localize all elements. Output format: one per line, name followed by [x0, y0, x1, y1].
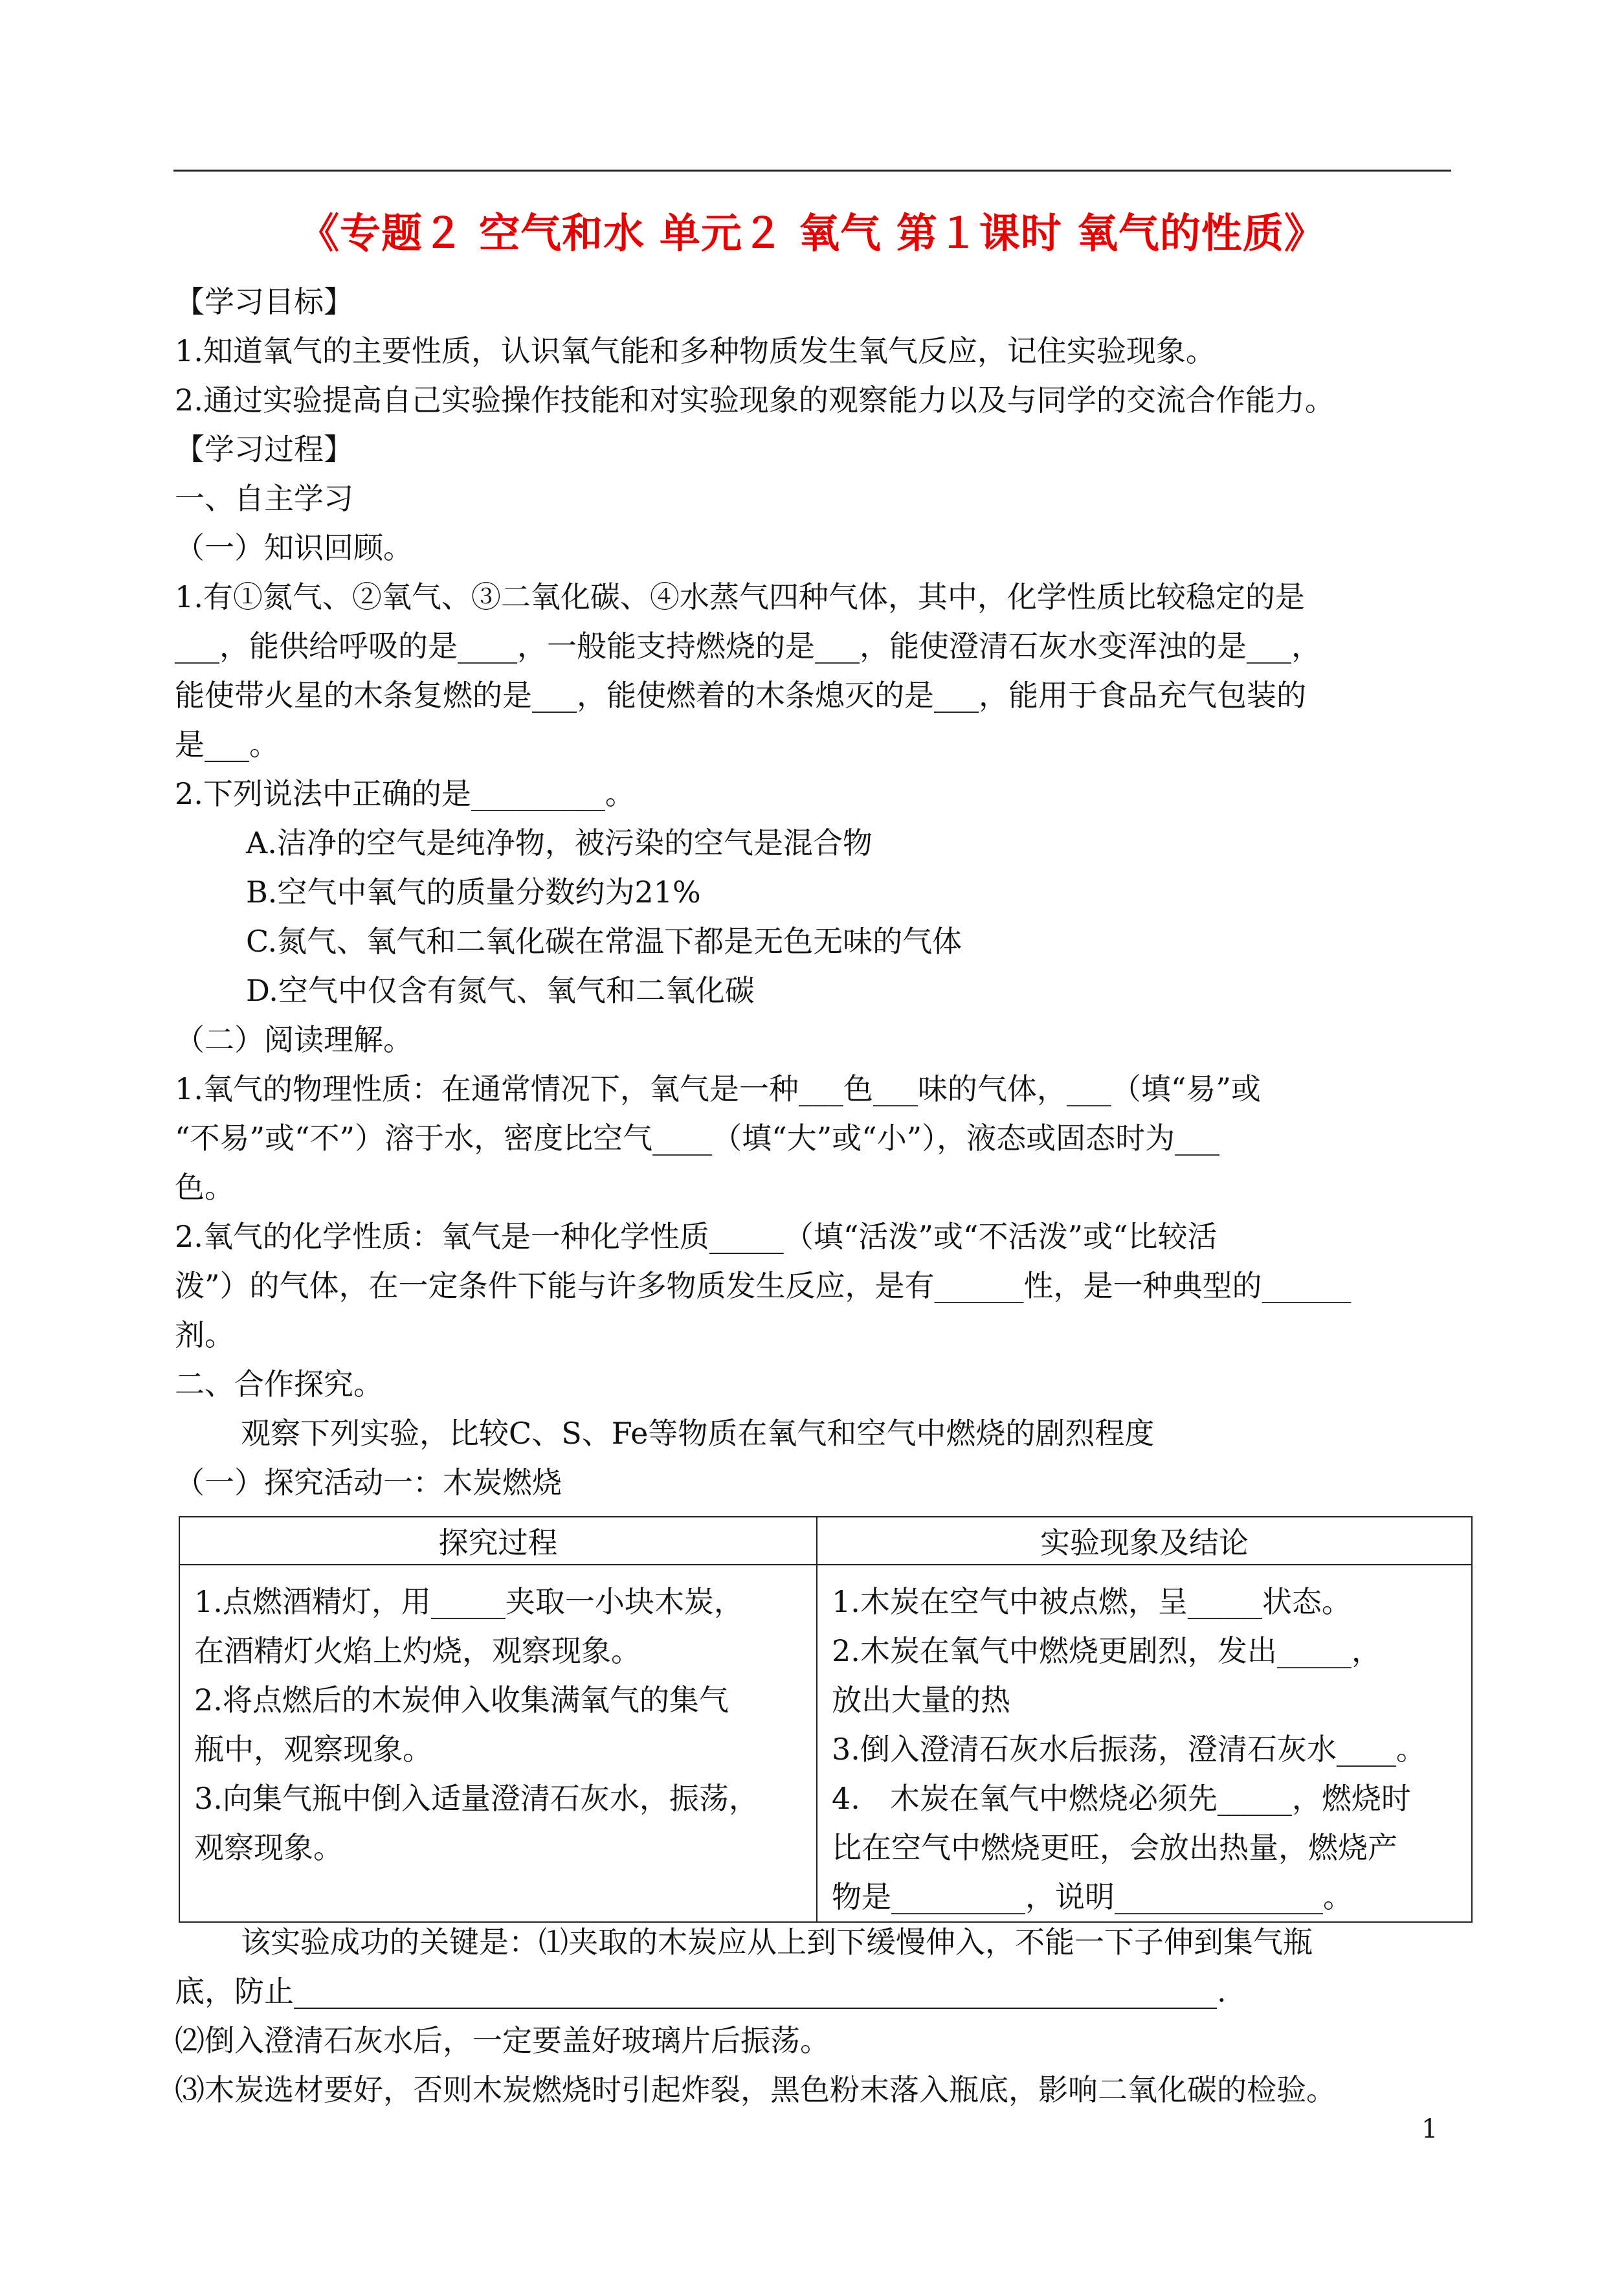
reading-2-line-1: 2.氧气的化学性质：氧气是一种化学性质_____（填“活泼”或“不活泼”或“比较活 — [175, 1219, 1218, 1254]
table-cell-result — [817, 1565, 1472, 1922]
section-heading-1: 一、自主学习 — [175, 481, 353, 516]
option-b: B.空气中氧气的质量分数约为21% — [246, 875, 701, 910]
question-1-line-3: 能使带火星的木条复燃的是___，能使燃着的木条熄灭的是___，能用于食品充气包装的 — [175, 678, 1306, 713]
page-number: 1 — [1421, 2114, 1438, 2144]
option-c: C.氮气、氧气和二氧化碳在常温下都是无色无味的气体 — [246, 924, 962, 959]
question-1-line-1: 1.有①氮气、②氧气、③二氧化碳、④水蒸气四种气体，其中，化学性质比较稳定的是 — [175, 579, 1305, 614]
goal-item-2: 2.通过实验提高自己实验操作技能和对实验现象的观察能力以及与同学的交流合作能力。 — [175, 383, 1335, 418]
result-line: 1.木炭在空气中被点燃，呈_____状态。 — [832, 1584, 1351, 1619]
result-line: 3.倒入澄清石灰水后振荡，澄清石灰水____。 — [832, 1732, 1426, 1767]
question-1-line-4: 是___。 — [175, 727, 279, 762]
experiment-table — [179, 1516, 1473, 1923]
table-header-result: 实验现象及结论 — [817, 1517, 1472, 1565]
subsection-reading: （二）阅读理解。 — [175, 1022, 413, 1057]
key-points-line-3: ⑵倒入澄清石灰水后，一定要盖好玻璃片后振荡。 — [175, 2023, 830, 2058]
option-a: A.洁净的空气是纯净物，被污染的空气是混合物 — [246, 825, 873, 860]
reading-2-line-3: 剂。 — [175, 1317, 234, 1352]
header-rule — [173, 170, 1451, 172]
table-cell-process — [179, 1565, 817, 1922]
result-line: 物是_________，说明______________。 — [832, 1879, 1353, 1914]
process-line: 观察现象。 — [194, 1830, 343, 1865]
key-points-line-2: 底，防止______________________________________________________________. — [175, 1974, 1227, 2009]
process-line: 在酒精灯火焰上灼烧，观察现象。 — [194, 1633, 641, 1668]
process-line: 1.点燃酒精灯，用_____夹取一小块木炭， — [194, 1584, 744, 1619]
result-line: 放出大量的热 — [832, 1683, 1010, 1717]
process-line: 瓶中，观察现象。 — [194, 1732, 432, 1767]
table-header-process: 探究过程 — [179, 1517, 817, 1565]
process-heading: 【学习过程】 — [175, 432, 353, 467]
result-line: 比在空气中燃烧更旺，会放出热量，燃烧产 — [832, 1830, 1397, 1865]
reading-2-line-2: 泼”）的气体，在一定条件下能与许多物质发生反应，是有______性，是一种典型的______ — [175, 1268, 1351, 1303]
option-d: D.空气中仅含有氮气、氧气和二氧化碳 — [246, 973, 755, 1008]
question-2: 2.下列说法中正确的是_________。 — [175, 776, 635, 811]
process-line: 2.将点燃后的木炭伸入收集满氧气的集气 — [194, 1683, 729, 1717]
page-title: 《专题２ 空气和水 单元２ 氧气 第１课时 氧气的性质》 — [298, 210, 1326, 257]
experiment-intro: 观察下列实验，比较C、S、Fe等物质在氧气和空气中燃烧的剧烈程度 — [241, 1416, 1155, 1451]
reading-1-line-1: 1.氧气的物理性质：在通常情况下，氧气是一种___色___味的气体，___（填“易”或 — [175, 1071, 1261, 1106]
activity-1-heading: （一）探究活动一：木炭燃烧 — [175, 1465, 562, 1500]
result-line: 2.木炭在氧气中燃烧更剧烈，发出_____， — [832, 1633, 1381, 1668]
key-points-line-4: ⑶木炭选材要好，否则木炭燃烧时引起炸裂，黑色粉末落入瓶底，影响二氧化碳的检验。 — [175, 2072, 1336, 2107]
reading-1-line-2: “不易”或“不”）溶于水，密度比空气____（填“大”或“小”），液态或固态时为___ — [175, 1121, 1220, 1156]
result-line: 4. 木炭在氧气中燃烧必须先_____，燃烧时 — [832, 1781, 1411, 1816]
reading-1-line-3: 色。 — [175, 1170, 234, 1205]
process-line: 3.向集气瓶中倒入适量澄清石灰水，振荡， — [194, 1781, 759, 1816]
subsection-review: （一）知识回顾。 — [175, 530, 413, 565]
goal-item-1: 1.知道氧气的主要性质，认识氧气能和多种物质发生氧气反应，记住实验现象。 — [175, 333, 1216, 368]
question-1-line-2: ___，能供给呼吸的是____，一般能支持燃烧的是___，能使澄清石灰水变浑浊的是___， — [175, 629, 1321, 664]
key-points-line-1: 该实验成功的关键是：⑴夹取的木炭应从上到下缓慢伸入，不能一下子伸到集气瓶 — [241, 1925, 1313, 1960]
section-heading-2: 二、合作探究。 — [175, 1367, 383, 1402]
goal-heading: 【学习目标】 — [175, 284, 353, 319]
